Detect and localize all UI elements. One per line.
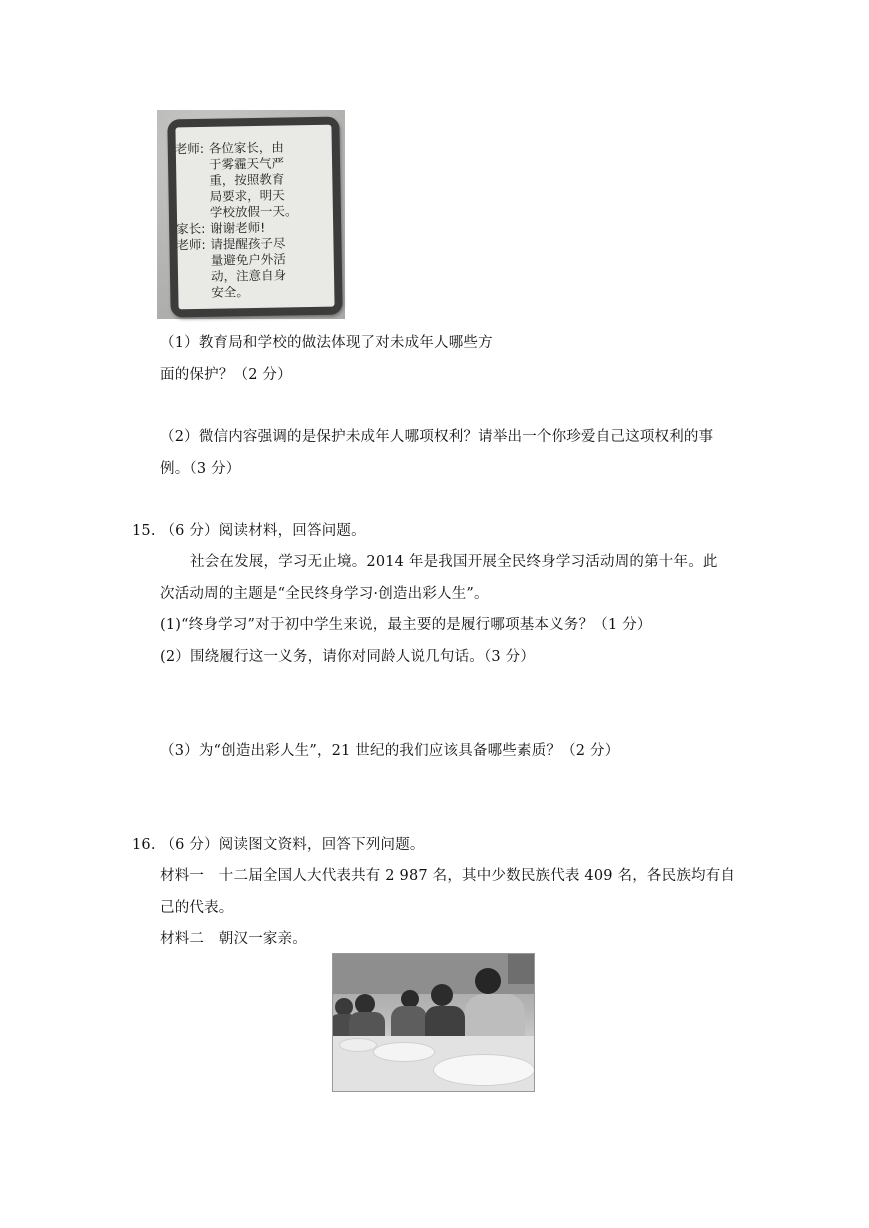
q16-header: 16. （6 分）阅读图文资料，回答下列问题。 <box>132 837 425 853</box>
q16-material1-line1: 材料一 十二届全国人大代表共有 2 987 名，其中少数民族代表 409 名，各民族均有自 <box>160 868 736 884</box>
q15-sub1: (1)“终身学习”对于初中学生来说，最主要的是履行哪项基本义务？（1 分） <box>160 617 652 633</box>
wechat-phone-photo <box>157 110 345 319</box>
q15-material-line1: 社会在发展，学习无止境。2014 年是我国开展全民终身学习活动周的第十年。此 <box>190 554 718 570</box>
q16-material1-line2: 己的代表。 <box>160 900 234 916</box>
chat-line: 动，注意自身 <box>210 267 287 284</box>
photo-plate <box>433 1054 535 1086</box>
chat-parent-label: 家长: <box>176 220 206 237</box>
photo-plate <box>339 1038 377 1052</box>
person-body <box>425 1006 465 1038</box>
person-body <box>465 994 525 1040</box>
q14-sub2-line2: 例。（3 分） <box>160 461 241 477</box>
person-head <box>355 994 375 1014</box>
chat-line: 重，按照教育 <box>209 171 285 188</box>
photo-window <box>508 954 534 984</box>
chat-line: 安全。 <box>211 284 249 300</box>
ethnic-unity-photo <box>332 953 535 1092</box>
q15-sub3: （3）为“创造出彩人生”，21 世纪的我们应该具备哪些素质？（2 分） <box>160 743 620 759</box>
chat-line: 请提醒孩子尽 <box>210 235 286 252</box>
q15-header: 15. （6 分）阅读材料，回答问题。 <box>132 523 366 539</box>
person-head <box>475 968 501 994</box>
phone-screen <box>175 125 334 310</box>
chat-teacher-label: 老师: <box>174 140 205 157</box>
person-head <box>431 984 453 1006</box>
person-body <box>391 1006 427 1036</box>
chat-line: 量避免户外活 <box>210 251 286 268</box>
chat-line: 谢谢老师! <box>210 219 266 236</box>
q14-sub1-line1: （1）教育局和学校的做法体现了对未成年人哪些方 <box>160 335 493 351</box>
phone-frame <box>167 117 342 318</box>
chat-line: 各位家长，由 <box>208 139 284 156</box>
q15-sub2: (2）围绕履行这一义务，请你对同龄人说几句话。（3 分） <box>160 649 536 665</box>
chat-line: 学校放假一天。 <box>209 203 298 220</box>
chat-teacher-label: 老师: <box>176 236 206 253</box>
chat-line: 局要求，明天 <box>209 187 285 204</box>
q15-material-line2: 次活动周的主题是“全民终身学习·创造出彩人生”。 <box>160 586 489 602</box>
photo-plate <box>373 1042 435 1062</box>
q16-material2: 材料二 朝汉一家亲。 <box>160 931 307 947</box>
chat-line: 于雾霾天气严 <box>208 155 285 172</box>
q14-sub1-line2: 面的保护？（2 分） <box>160 367 292 383</box>
q14-sub2-line1: （2）微信内容强调的是保护未成年人哪项权利？请举出一个你珍爱自己这项权利的事 <box>160 429 714 445</box>
